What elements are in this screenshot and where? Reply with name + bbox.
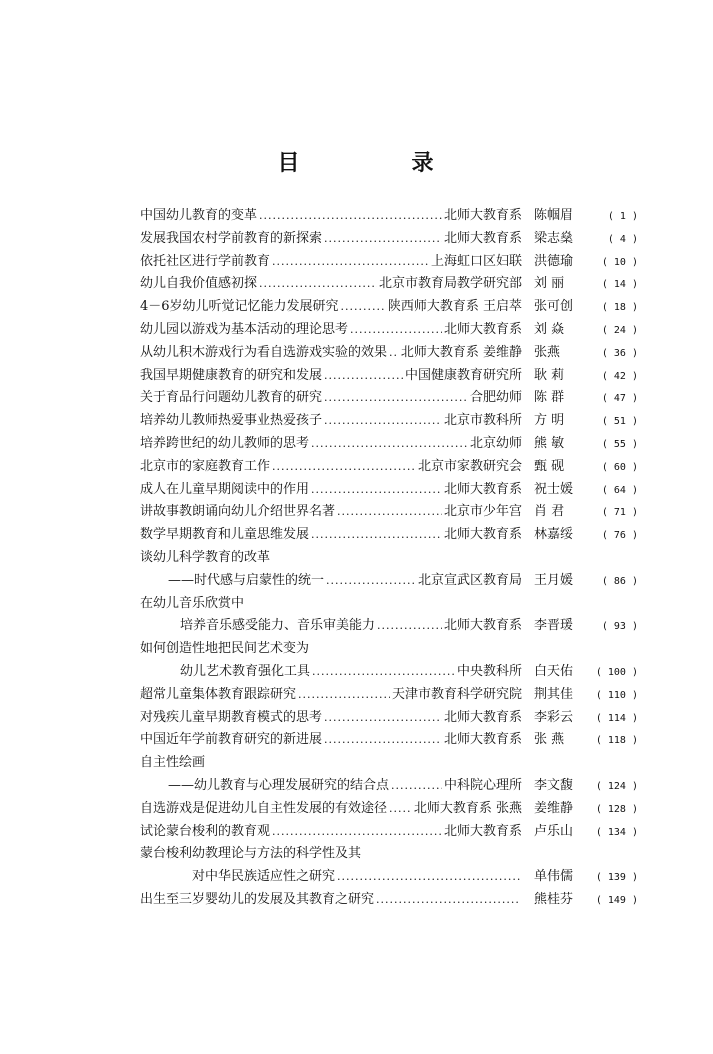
toc-entry-author: 张可创 [534, 299, 574, 315]
toc-entry-page-number: ( 4 ) [607, 233, 638, 245]
toc-entry-author: 荆其佳 [534, 686, 574, 702]
toc-entry-organization: 北京市教育局教学研究部 [378, 276, 522, 292]
toc-entry-author: 方 明 [534, 413, 565, 429]
title-gap [302, 146, 412, 177]
toc-entry-title: 数学早期教育和儿童思维发展 [140, 527, 310, 543]
toc-entry-organization: 中国健康教育研究所 [404, 367, 522, 383]
toc-entry [140, 295, 638, 318]
toc-entry-page-number: ( 1 ) [607, 211, 638, 222]
dot-leader [312, 665, 455, 678]
toc-entry-title: 试论蒙台梭利的教育观 [140, 823, 271, 839]
toc-entry-page-number: ( 71 ) [601, 507, 638, 519]
toc-entry-author: 甄 砚 [534, 458, 565, 474]
toc-entry-page-number: ( 76 ) [601, 530, 638, 542]
toc-entry [140, 751, 638, 774]
toc-entry-organization: 北京市家教研究会 [417, 458, 522, 474]
dot-leader [324, 733, 442, 746]
toc-entry-page-number: ( 14 ) [601, 279, 638, 291]
toc-entry-organization: 北师大教育系 [443, 481, 522, 497]
toc-entry [140, 774, 638, 797]
dot-leader [337, 870, 520, 883]
toc-entry [140, 318, 638, 341]
toc-entry [140, 478, 638, 501]
toc-entry-title: 对中华民族适应性之研究 [192, 869, 336, 885]
toc-entry-page-number: ( 10 ) [601, 256, 638, 268]
toc-entry-organization: 北师大教育系 [443, 709, 522, 725]
toc-entry-title: 如何创造性地把民间艺术变为 [140, 641, 310, 657]
toc-entry-organization: 北京市少年宫 [443, 504, 522, 520]
toc-entry-title: 自主性绘画 [140, 755, 206, 771]
toc-entry [140, 386, 638, 409]
toc-entry-page-number: ( 24 ) [601, 324, 638, 336]
toc-entry-author: 梁志燊 [534, 230, 574, 246]
dot-leader [389, 346, 399, 359]
toc-entry [140, 637, 638, 660]
toc-entry-title: 中国近年学前教育研究的新进展 [140, 732, 323, 748]
toc-entry [140, 227, 638, 250]
toc-entry-page-number: ( 47 ) [601, 393, 638, 405]
toc-entry [140, 455, 638, 478]
dot-leader [324, 232, 442, 245]
dot-leader [326, 574, 416, 587]
toc-entry [140, 272, 638, 295]
toc-entry-title: 发展我国农村学前教育的新探索 [140, 230, 323, 246]
dot-leader [377, 619, 442, 632]
dot-leader [272, 825, 442, 838]
toc-entry-title: 关于育品行问题幼儿教育的研究 [140, 390, 323, 406]
dot-leader [324, 391, 468, 404]
dot-leader [311, 483, 442, 496]
toc-entry-author: 肖 君 [534, 504, 565, 520]
page-title [0, 146, 713, 177]
toc-entry-page-number: ( 93 ) [601, 621, 638, 633]
toc-entry-page-number: ( 18 ) [601, 302, 638, 314]
toc-entry-title: 对残疾儿童早期教育模式的思考 [140, 709, 323, 725]
toc-entry [140, 614, 638, 637]
toc-entry-title: 在幼儿音乐欣赏中 [140, 595, 245, 611]
toc-entry-page-number: ( 149 ) [595, 894, 638, 906]
toc-entry-author: 李晋瑗 [534, 618, 574, 634]
toc-entry [140, 409, 638, 432]
dot-leader [298, 688, 390, 701]
toc-entry-title: 培养音乐感受能力、音乐审美能力 [180, 618, 376, 634]
toc-entry-organization: 合肥幼师 [469, 390, 522, 406]
toc-entry-page-number: ( 100 ) [595, 666, 638, 678]
toc-entry-page-number: ( 51 ) [601, 416, 638, 428]
toc-entry-page-number: ( 118 ) [595, 735, 638, 747]
toc-entry-organization: 北师大教育系 [443, 208, 522, 223]
toc-entry-page-number: ( 124 ) [595, 780, 638, 792]
toc-entry-title: 依托社区进行学前教育 [140, 253, 271, 269]
toc-entry [140, 865, 638, 888]
toc-entry-author: 李文馥 [534, 777, 574, 793]
toc-entry-page-number: ( 128 ) [595, 803, 638, 815]
toc-entry-organization: 北京市教科所 [443, 413, 522, 429]
toc-entry-title: 从幼儿积木游戏行为看自选游戏实验的效果 [140, 344, 388, 360]
toc-entry-page-number: ( 36 ) [601, 347, 638, 359]
dot-leader [259, 277, 377, 290]
toc-entry-organization: 北师大教育系 姜维静 [400, 344, 522, 360]
toc-entry-organization: 上海虹口区妇联 [430, 253, 522, 269]
toc-entry-author: 李彩云 [534, 709, 574, 725]
toc-entry-author: 张 燕 [534, 732, 565, 748]
toc-entry [140, 569, 638, 592]
toc-entry-title: ——幼儿教育与心理发展研究的结合点 [168, 777, 390, 793]
toc-entry-author: 洪德瑜 [534, 253, 574, 269]
toc-entry [140, 341, 638, 364]
toc-entry-title: 幼儿自我价值感初探 [140, 276, 258, 292]
toc-entry-organization: 北师大教育系 [443, 230, 522, 246]
page-title-part2: 录 [411, 150, 436, 176]
toc-entry-author: 张燕 [534, 344, 561, 360]
toc-entry-author: 单伟儒 [534, 869, 574, 885]
toc-entry-organization: 天津市教育科学研究院 [391, 686, 522, 702]
toc-entry-organization: 北师大教育系 [443, 732, 522, 748]
toc-entry [140, 683, 638, 706]
toc-entry-author: 刘 焱 [534, 321, 565, 337]
toc-entry-organization: 中科院心理所 [443, 777, 522, 793]
toc-entry-author: 卢乐山 [534, 823, 574, 839]
toc-entry-author: 熊 敏 [534, 435, 565, 451]
toc-entry-title: 出生至三岁婴幼儿的发展及其教育之研究 [140, 891, 375, 907]
toc-entry-author: 姜维静 [534, 800, 574, 816]
page-title-part1: 目 [277, 150, 302, 176]
toc-entry-page-number: ( 42 ) [601, 370, 638, 382]
toc-entry-page-number: ( 139 ) [595, 872, 638, 884]
toc-entry-page-number: ( 55 ) [601, 438, 638, 450]
toc-entry-page-number: ( 114 ) [595, 712, 638, 724]
dot-leader [272, 255, 429, 268]
toc-entry [140, 432, 638, 455]
toc-entry-title: 超常儿童集体教育跟踪研究 [140, 686, 297, 702]
toc-entry-title: 幼儿艺术教育强化工具 [180, 663, 311, 679]
toc-entry [140, 888, 638, 911]
toc-entry [140, 204, 638, 227]
toc-entry-organization: 陕西师大教育系 王启萃 [387, 299, 522, 315]
toc-entry-title: 中国幼儿教育的变革 [140, 208, 258, 223]
toc-entry [140, 546, 638, 569]
toc-entry [140, 592, 638, 615]
toc-entry [140, 820, 638, 843]
dot-leader [324, 414, 442, 427]
toc-entry-author: 刘 丽 [534, 276, 565, 292]
toc-entry-title: 自选游戏是促进幼儿自主性发展的有效途径 [140, 800, 388, 816]
toc-entry-organization: 北师大教育系 张燕 [413, 800, 522, 816]
dot-leader [311, 528, 442, 541]
dot-leader [376, 893, 520, 906]
dot-leader [341, 300, 386, 313]
dot-leader [311, 437, 468, 450]
toc-entry-author: 陈帼眉 [534, 208, 574, 223]
toc-entry-author: 王月媛 [534, 572, 574, 588]
toc-entry-page-number: ( 110 ) [595, 689, 638, 701]
toc-entry [140, 364, 638, 387]
toc-entry [140, 842, 638, 865]
dot-leader [259, 209, 442, 222]
toc-entry-organization: 北京幼师 [469, 435, 522, 451]
toc-entry-title: 谈幼儿科学教育的改革 [140, 549, 271, 565]
toc-entry-organization: 北师大教育系 [443, 618, 522, 634]
toc-entry-organization: 北师大教育系 [443, 527, 522, 543]
toc-entry-title: 蒙台梭利幼教理论与方法的科学性及其 [140, 846, 362, 862]
toc-entry-page-number: ( 86 ) [601, 575, 638, 587]
dot-leader [389, 802, 412, 815]
toc-entry-title: 培养跨世纪的幼儿教师的思考 [140, 435, 310, 451]
toc-entry-page-number: ( 134 ) [595, 826, 638, 838]
toc-entry-title: ——时代感与启蒙性的统一 [168, 572, 325, 588]
toc-entry [140, 250, 638, 273]
toc-entry-author: 熊桂芬 [534, 891, 574, 907]
toc-entry-title: 幼儿园以游戏为基本活动的理论思考 [140, 321, 349, 337]
toc-entry [140, 660, 638, 683]
table-of-contents [140, 204, 638, 911]
toc-entry-title: 讲故事教朗诵向幼儿介绍世界名著 [140, 504, 336, 520]
toc-entry-author: 白天佑 [534, 663, 574, 679]
toc-entry-organization: 中央教科所 [456, 663, 522, 679]
toc-entry-author: 耿 莉 [534, 367, 565, 383]
toc-entry [140, 500, 638, 523]
toc-entry-organization: 北师大教育系 [443, 321, 522, 337]
toc-entry [140, 797, 638, 820]
dot-leader [337, 505, 442, 518]
toc-entry [140, 523, 638, 546]
toc-entry [140, 728, 638, 751]
toc-entry-author: 陈 群 [534, 390, 565, 406]
toc-entry-title: 培养幼儿教师热爱事业热爱孩子 [140, 413, 323, 429]
toc-entry-organization: 北京宣武区教育局 [417, 572, 522, 588]
toc-entry-title: 4－6岁幼儿听觉记忆能力发展研究 [140, 299, 339, 315]
toc-entry-author: 祝士媛 [534, 481, 574, 497]
dot-leader [350, 323, 442, 336]
dot-leader [272, 460, 416, 473]
toc-entry [140, 706, 638, 729]
dot-leader [324, 711, 442, 724]
dot-leader [324, 369, 403, 382]
toc-entry-title: 我国早期健康教育的研究和发展 [140, 367, 323, 383]
toc-entry-page-number: ( 60 ) [601, 461, 638, 473]
toc-entry-organization: 北师大教育系 [443, 823, 522, 839]
toc-entry-title: 成人在儿童早期阅读中的作用 [140, 481, 310, 497]
toc-entry-page-number: ( 64 ) [601, 484, 638, 496]
toc-entry-author: 林嘉绥 [534, 527, 574, 543]
toc-entry-title: 北京市的家庭教育工作 [140, 458, 271, 474]
dot-leader [391, 779, 442, 792]
